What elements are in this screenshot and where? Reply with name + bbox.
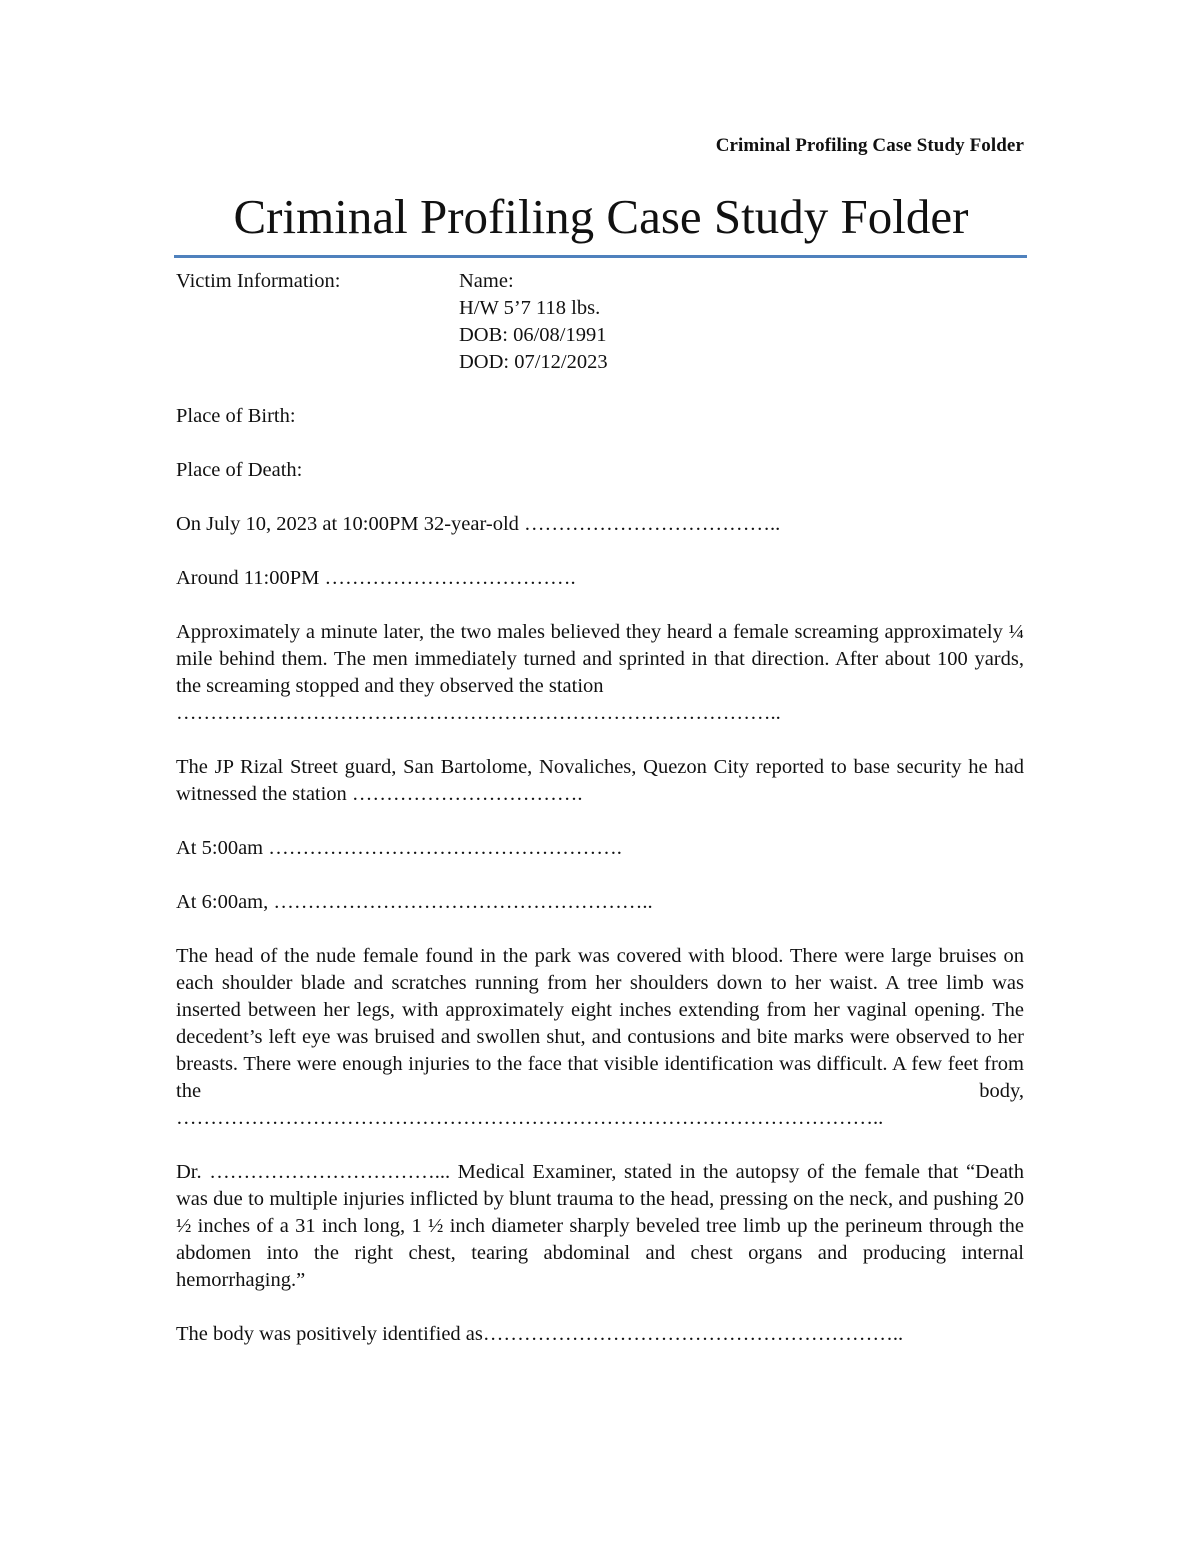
paragraph-medical-examiner: Dr. ……………………………... Medical Examiner, stated in the autopsy of the female that “Death was due to multiple injuries inflicted by blunt trauma to the head, pressing on the neck, and pushing 20 ½ inches of a 31 inch long, 1 ½ inch diameter sharply beveled tree limb up the perineum through the abdomen into the right chest, tearing abdominal and chest organs and producing internal hemorrhaging.” (176, 1161, 1024, 1291)
victim-dod: DOD: 07/12/2023 (459, 351, 608, 373)
document-title: Criminal Profiling Case Study Folder (233, 189, 969, 244)
paragraph-approximately (176, 619, 1024, 727)
place-of-death: Place of Death: (176, 459, 303, 481)
victim-height-weight: H/W 5’7 118 lbs. (459, 297, 601, 319)
victim-name: Name: (459, 270, 514, 292)
paragraph-guard: The JP Rizal Street guard, San Bartolome, Novaliches, Quezon City reported to base security he had witnessed the station ……………………………. (176, 756, 1024, 805)
place-of-birth: Place of Birth: (176, 405, 296, 427)
paragraph-approximately-dots: …………………………………………………………………………….. (176, 702, 781, 724)
paragraph-5am: At 5:00am ……………………………………………. (176, 837, 622, 859)
running-header: Criminal Profiling Case Study Folder (715, 135, 1024, 156)
victim-information-label: Victim Information: (176, 270, 341, 292)
paragraph-identified: The body was positively identified as…………………………………………………….. (176, 1323, 904, 1345)
title-underline (174, 255, 1027, 258)
victim-information-block (176, 268, 1024, 376)
paragraph-6am: At 6:00am, ……………………………………………….. (176, 891, 653, 913)
document-body (176, 268, 1024, 1348)
paragraph-approximately-text: Approximately a minute later, the two males believed they heard a female screaming approximately ¼ mile behind them. The men immediately turned and sprinted in that direction. After about 100 yards, the screaming stopped and they observed the station (176, 621, 1024, 697)
paragraph-july: On July 10, 2023 at 10:00PM 32-year-old ……………………………….. (176, 513, 781, 535)
paragraph-head-dots: ………………………………………………………………………………………….. (176, 1107, 884, 1129)
victim-dob: DOB: 06/08/1991 (459, 324, 607, 346)
paragraph-around: Around 11:00PM ………………………………. (176, 567, 576, 589)
paragraph-head (176, 943, 1024, 1132)
paragraph-head-text: The head of the nude female found in the park was covered with blood. There were large bruises on each shoulder blade and scratches running from her shoulders down to her waist. A tree limb was inserted between her legs, with approximately eight inches extending from her vaginal opening. The decedent’s left eye was bruised and swollen shut, and contusions and bite marks were observed to her breasts. There were enough injuries to the face that visible identification was difficult. A few feet from the body, (176, 945, 1024, 1102)
victim-details (459, 268, 608, 376)
